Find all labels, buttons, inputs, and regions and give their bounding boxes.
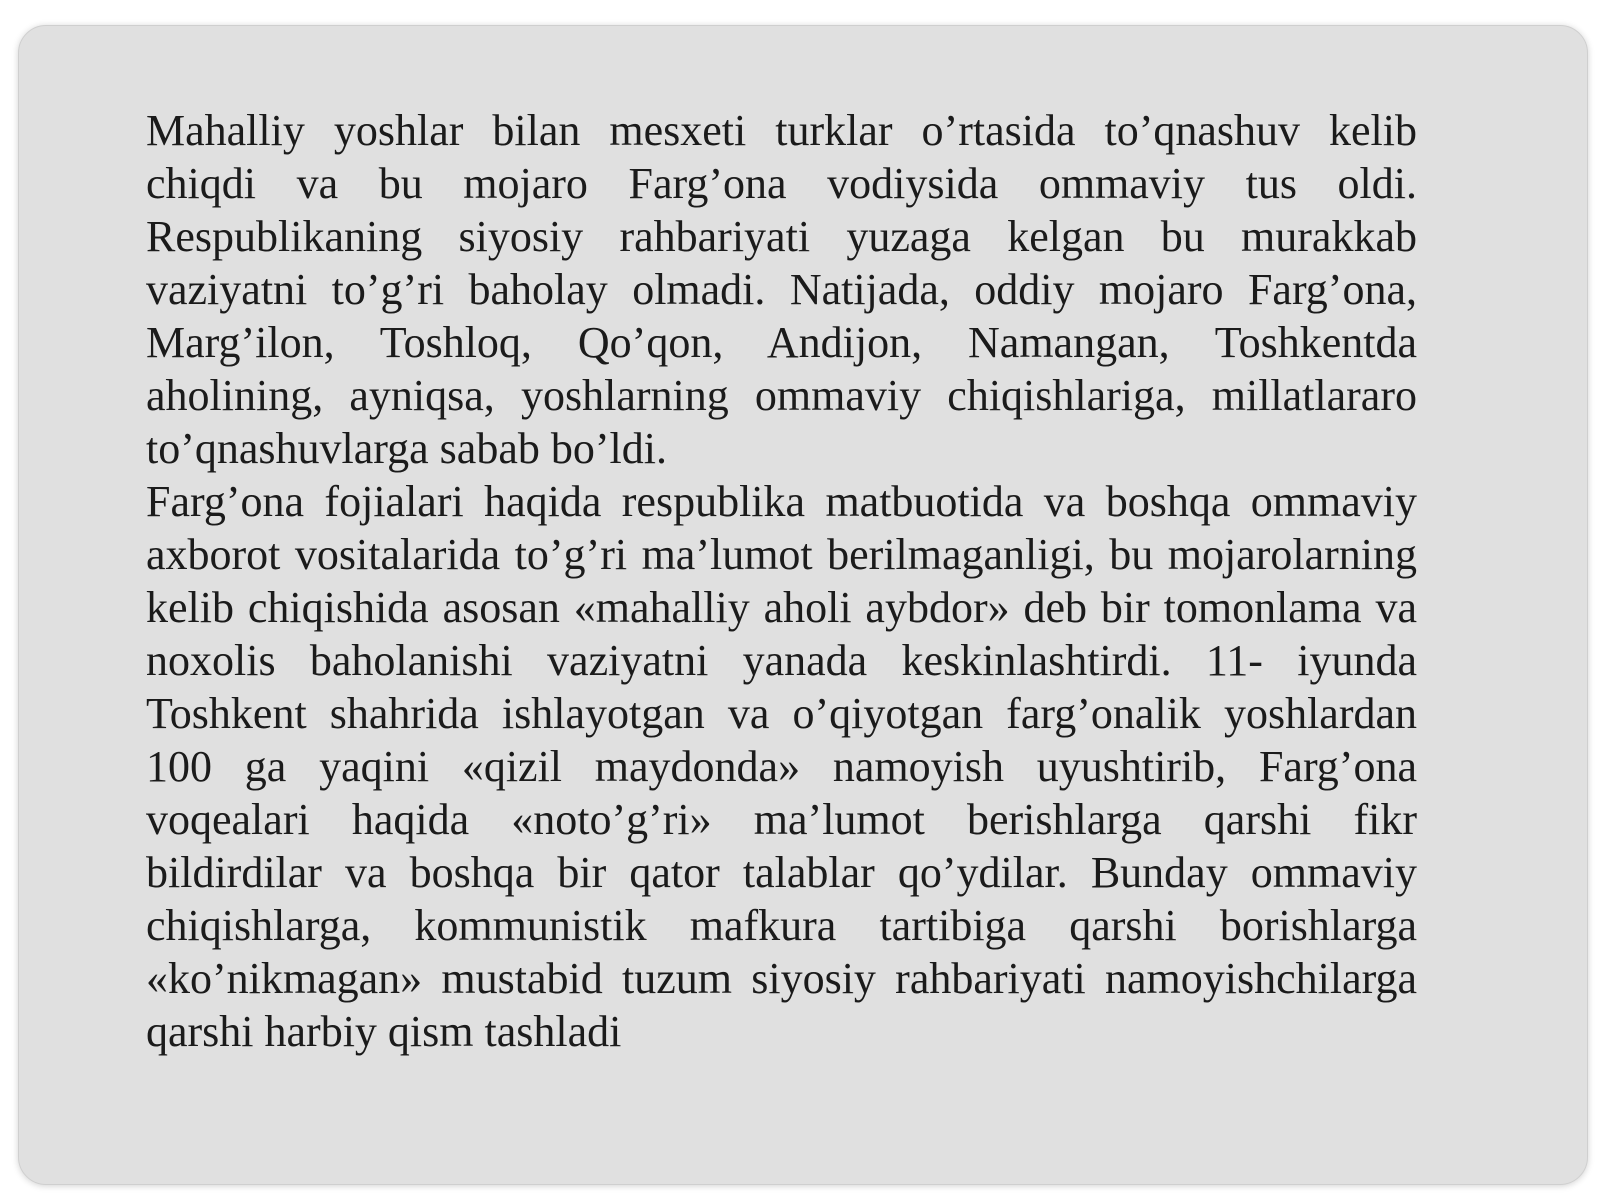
content-card — [18, 25, 1588, 1185]
text-line: Toshkent shahrida ishlayotgan va o’qiyotgan farg’onalik yoshlardan — [146, 689, 1417, 738]
text-line: Marg’ilon, Toshloq, Qo’qon, Andijon, Namangan, Toshkentda — [146, 318, 1417, 367]
text-line: qarshi harbiy qism tashladi — [146, 1007, 622, 1056]
text-line: Farg’ona fojialari haqida respublika matbuotida va boshqa ommaviy — [146, 477, 1417, 526]
text-line: noxolis baholanishi vaziyatni yanada keskinlashtirdi. 11- iyunda — [146, 636, 1417, 685]
text-line: Mahalliy yoshlar bilan mesxeti turklar o’rtasida to’qnashuv kelib — [146, 106, 1417, 155]
text-line: chiqishlarga, kommunistik mafkura tartibiga qarshi borishlarga — [146, 901, 1417, 950]
text-line: bildirdilar va boshqa bir qator talablar qo’ydilar. Bunday ommaviy — [146, 848, 1417, 897]
body-text — [146, 104, 1417, 1058]
text-line: «ko’nikmagan» mustabid tuzum siyosiy rahbariyati namoyishchilarga — [146, 954, 1417, 1003]
text-line: Respublikaning siyosiy rahbariyati yuzaga kelgan bu murakkab — [146, 212, 1417, 261]
text-line: kelib chiqishida asosan «mahalliy aholi aybdor» deb bir tomonlama va — [146, 583, 1417, 632]
text-line: vaziyatni to’g’ri baholay olmadi. Natijada, oddiy mojaro Farg’ona, — [146, 265, 1417, 314]
text-line: aholining, ayniqsa, yoshlarning ommaviy chiqishlariga, millatlararo — [146, 371, 1417, 420]
text-line: axborot vositalarida to’g’ri ma’lumot berilmaganligi, bu mojarolarning — [146, 530, 1417, 579]
text-line: 100 ga yaqini «qizil maydonda» namoyish uyushtirib, Farg’ona — [146, 742, 1417, 791]
text-line: chiqdi va bu mojaro Farg’ona vodiysida ommaviy tus oldi. — [146, 159, 1417, 208]
text-line: to’qnashuvlarga sabab bo’ldi. — [146, 424, 667, 473]
text-line: voqealari haqida «noto’g’ri» ma’lumot berishlarga qarshi fikr — [146, 795, 1417, 844]
